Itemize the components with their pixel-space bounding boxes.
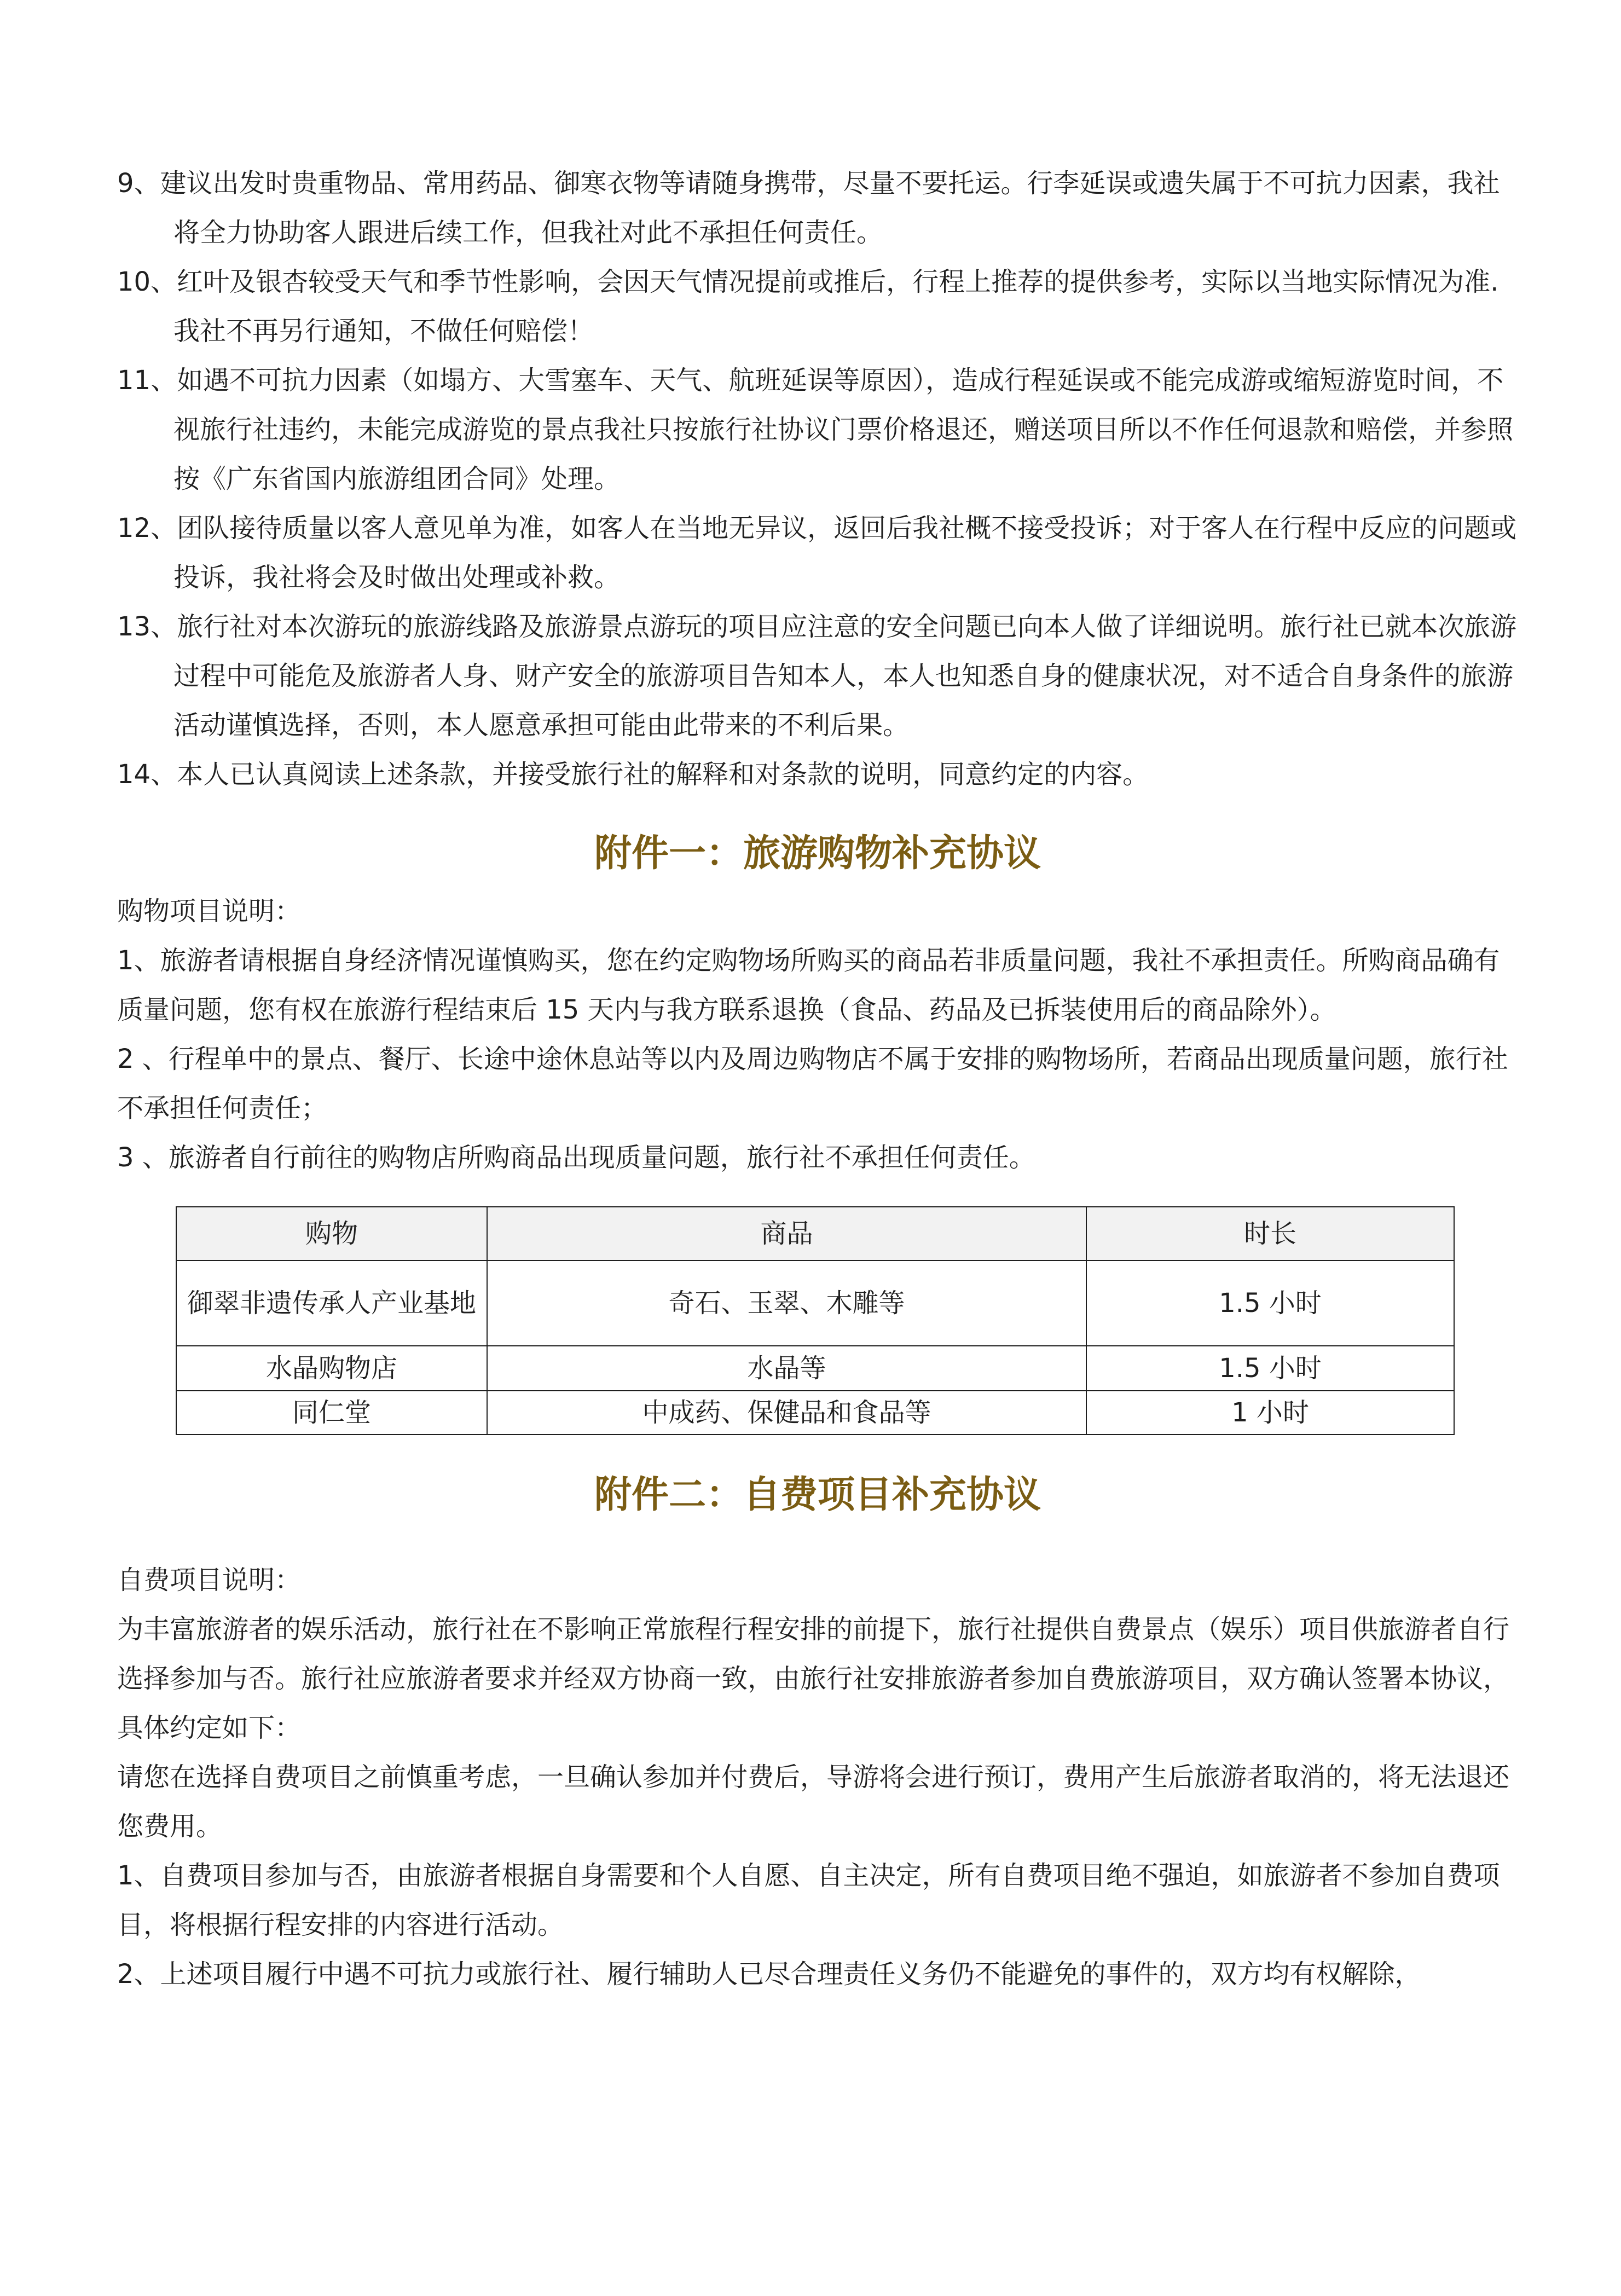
attachment1-point: 2 、行程单中的景点、餐厅、长途中途休息站等以内及周边购物店不属于安排的购物场所，若商品出现质量问题，旅行社不承担任何责任；	[117, 1044, 1508, 1124]
cell-duration: 1.5 小时	[1086, 1260, 1454, 1346]
cell-shop: 水晶购物店	[176, 1346, 487, 1391]
attachment2-paragraph: 请您在选择自费项目之前慎重考虑，一旦确认参加并付费后，导游将会进行预订，费用产生后旅游者取消的，将无法退还您费用。	[117, 1762, 1510, 1842]
cell-shop: 御翠非遗传承人产业基地	[176, 1260, 487, 1346]
shopping-table-wrapper	[176, 1206, 1454, 1435]
column-header-duration: 时长	[1086, 1207, 1454, 1260]
table-row	[176, 1391, 1454, 1435]
cell-shop: 同仁堂	[176, 1391, 487, 1435]
attachment2-paragraph: 为丰富旅游者的娱乐活动，旅行社在不影响正常旅程行程安排的前提下，旅行社提供自费景点（娱乐）项目供旅游者自行选择参加与否。旅行社应旅游者要求并经双方协商一致，由旅行社安排旅游者参加自费旅游项目，双方确认签署本协议，具体约定如下：	[117, 1614, 1510, 1743]
attachment1-point: 1、旅游者请根据自身经济情况谨慎购买，您在约定购物场所购买的商品若非质量问题，我社不承担责任。所购商品确有质量问题，您有权在旅游行程结束后 15 天内与我方联系退换（食品、药品及已拆装使用后的商品除外）。	[117, 945, 1500, 1025]
term-item: 9、建议出发时贵重物品、常用药品、御寒衣物等请随身携带，尽量不要托运。行李延误或遗失属于不可抗力因素，我社 将全力协助客人跟进后续工作，但我社对此不承担任何责任。	[117, 168, 1500, 248]
attachment2-paragraph: 自费项目说明：	[117, 1565, 302, 1595]
terms-list	[117, 159, 1518, 799]
attachment2-title: 附件二：自费项目补充协议	[594, 1473, 1041, 1517]
attachment2-paragraph: 2、上述项目履行中遇不可抗力或旅行社、履行辅助人已尽合理责任义务仍不能避免的事件的，双方均有权解除，	[117, 1959, 1421, 1990]
term-item: 10、红叶及银杏较受天气和季节性影响，会因天气情况提前或推后，行程上推荐的提供参考，实际以当地实际情况为准.我社不再另行通知，不做任何赔偿！	[117, 267, 1499, 346]
term-item: 13、旅行社对本次游玩的旅游线路及旅游景点游玩的项目应注意的安全问题已向本人做了详细说明。旅行社已就本次旅游过程中可能危及旅游者人身、财产安全的旅游项目告知本人，本人也知悉自身的健康状况，对不适合自身条件的旅游活动谨慎选择，否则，本人愿意承担可能由此带来的不利后果。	[117, 611, 1517, 741]
term-item: 11、如遇不可抗力因素（如塌方、大雪塞车、天气、航班延误等原因），造成行程延误或不能完成游或缩短游览时间，不视旅行社违约，未能完成游览的景点我社只按旅行社协议门票价格退还，赠送项目所以不作任何退款和赔偿，并参照按《广东省国内旅游组团合同》处理。	[117, 365, 1514, 494]
column-header-goods: 商品	[487, 1207, 1086, 1260]
column-header-shop: 购物	[176, 1207, 487, 1260]
table-row	[176, 1346, 1454, 1391]
cell-duration: 1 小时	[1086, 1391, 1454, 1435]
cell-goods: 中成药、保健品和食品等	[487, 1391, 1086, 1435]
shopping-table	[176, 1206, 1455, 1435]
cell-duration: 1.5 小时	[1086, 1346, 1454, 1391]
table-row	[176, 1260, 1454, 1346]
attachment1-point: 3 、旅游者自行前往的购物店所购商品出现质量问题，旅行社不承担任何责任。	[117, 1142, 1035, 1173]
cell-goods: 奇石、玉翠、木雕等	[487, 1260, 1086, 1346]
attachment1-intro: 购物项目说明：	[117, 896, 302, 927]
term-item: 14、本人已认真阅读上述条款，并接受旅行社的解释和对条款的说明，同意约定的内容。	[117, 759, 1149, 790]
term-item: 12、团队接待质量以客人意见单为准，如客人在当地无异议，返回后我社概不接受投诉；对于客人在行程中反应的问题或投诉，我社将会及时做出处理或补救。	[117, 513, 1517, 593]
document-page	[117, 159, 1518, 1999]
attachment1-title: 附件一：旅游购物补充协议	[594, 832, 1041, 875]
attachment2-paragraph: 1、自费项目参加与否，由旅游者根据自身需要和个人自愿、自主决定，所有自费项目绝不强迫，如旅游者不参加自费项目，将根据行程安排的内容进行活动。	[117, 1860, 1500, 1940]
table-header-row	[176, 1207, 1454, 1260]
cell-goods: 水晶等	[487, 1346, 1086, 1391]
